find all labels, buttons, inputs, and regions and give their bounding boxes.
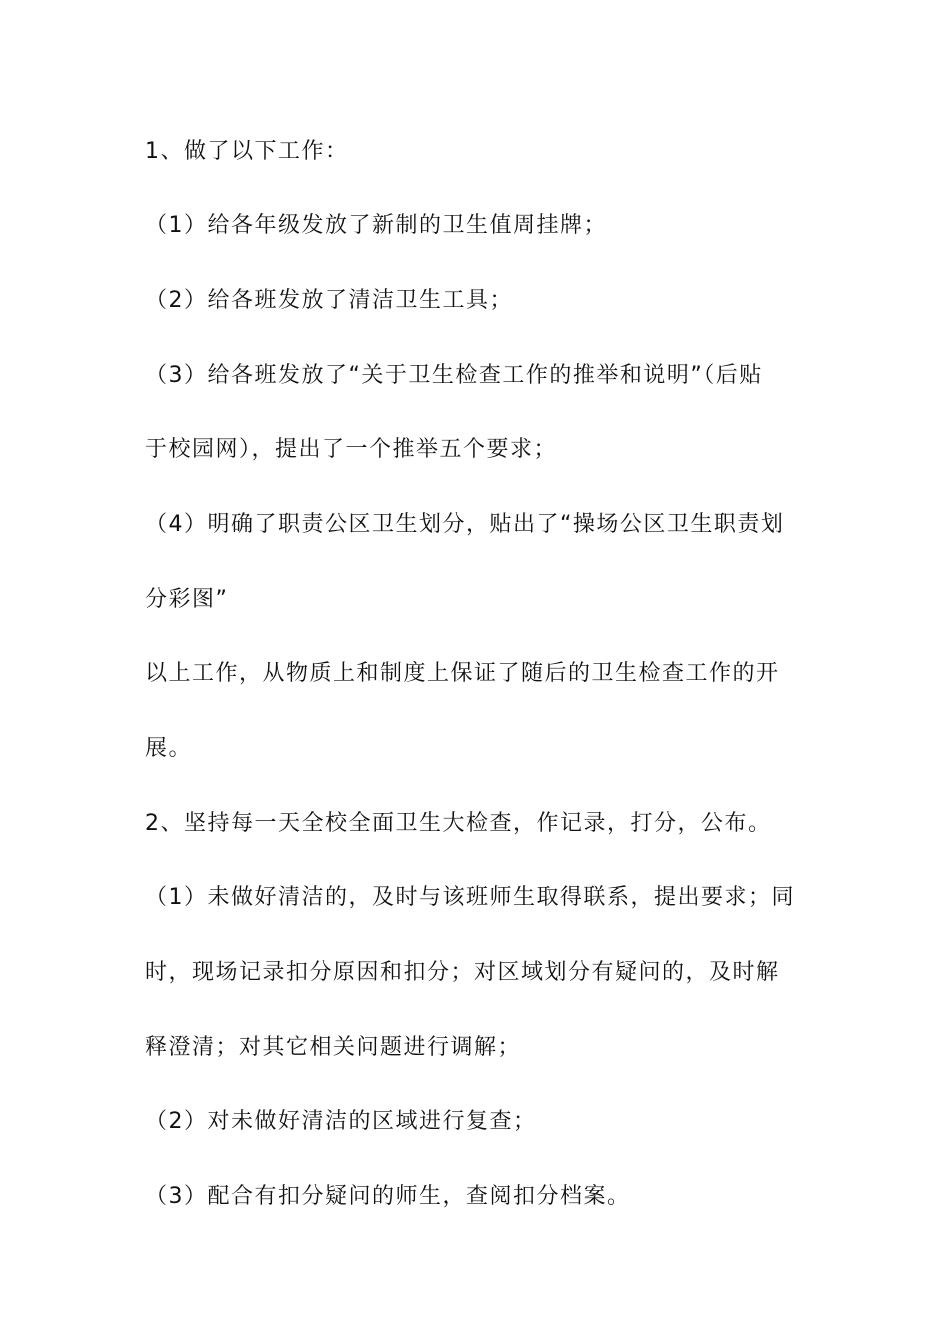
section-1-item-4-line-1: （4）明确了职责公区卫生划分，贴出了“操场公区卫生职责划 — [145, 512, 785, 537]
section-1-summary-line-2: 展。 — [145, 736, 193, 761]
section-2-item-3: （3）配合有扣分疑问的师生，查阅扣分档案。 — [145, 1184, 631, 1209]
section-1-item-2: （2）给各班发放了清洁卫生工具； — [145, 288, 513, 313]
section-1-heading: 1、做了以下工作： — [145, 139, 349, 164]
section-2-item-1-line-3: 释澄清；对其它相关问题进行调解； — [145, 1035, 522, 1060]
section-1-summary-line-1: 以上工作，从物质上和制度上保证了随后的卫生检查工作的开 — [145, 661, 780, 686]
section-1-item-3-line-1: （3）给各班发放了“关于卫生检查工作的推举和说明”（后贴 — [145, 363, 763, 388]
section-1-item-3-line-2: 于校园网），提出了一个推举五个要求； — [145, 437, 558, 462]
section-2-item-1-line-2: 时，现场记录扣分原因和扣分；对区域划分有疑问的，及时解 — [145, 960, 780, 985]
section-2-item-1-line-1: （1）未做好清洁的，及时与该班师生取得联系，提出要求；同 — [145, 885, 795, 910]
section-2-item-2: （2）对未做好清洁的区域进行复查； — [145, 1109, 537, 1134]
section-2-heading: 2、坚持每一天全校全面卫生大检查，作记录，打分，公布。 — [145, 811, 772, 836]
section-1-item-4-line-2: 分彩图” — [145, 587, 229, 612]
section-1-item-1: （1）给各年级发放了新制的卫生值周挂牌； — [145, 213, 607, 238]
